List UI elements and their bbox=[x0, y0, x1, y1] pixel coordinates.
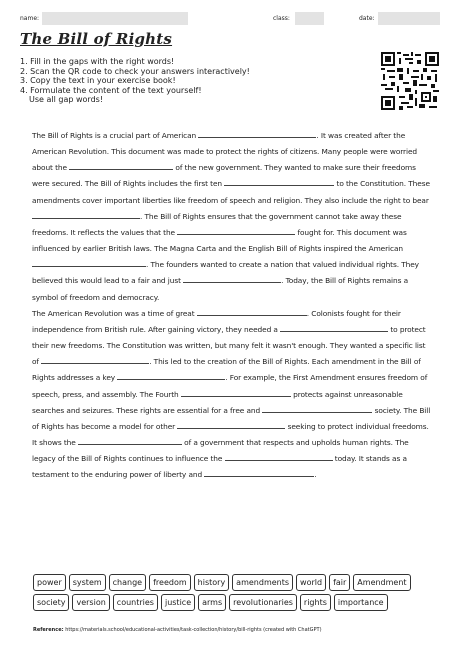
word-chip[interactable]: Amendment bbox=[353, 574, 410, 591]
reference-text[interactable]: https://materials.school/educational-activities/task-collection/history/bill-rights (created with ChatGPT) bbox=[65, 627, 322, 633]
name-label: name: bbox=[20, 15, 40, 22]
word-chip[interactable]: revolutionaries bbox=[229, 594, 297, 611]
text-segment: . For example, the First Amendment ensures freedom of speech, press, and assembly. The Fourth bbox=[32, 373, 428, 399]
text-segment: fought for. This document was influenced by earlier British laws. The Magna Carta and the English Bill of Rights inspired the American bbox=[32, 227, 407, 254]
word-chip[interactable]: system bbox=[69, 574, 106, 591]
word-chip[interactable]: version bbox=[72, 594, 109, 611]
gap-blank[interactable] bbox=[198, 129, 316, 138]
gap-blank[interactable] bbox=[32, 258, 146, 267]
gap-blank[interactable] bbox=[177, 226, 295, 235]
class-label: class: bbox=[273, 15, 290, 22]
word-chip[interactable]: justice bbox=[161, 594, 195, 611]
text-segment: . The Bill of Rights ensures that the government cannot take away these freedoms. It reflects the values that the bbox=[32, 211, 402, 237]
text-segment: The Bill of Rights is a crucial part of American bbox=[32, 131, 197, 140]
word-chip[interactable]: importance bbox=[334, 594, 388, 611]
text-segment: protects against unreasonable searches and seizures. These rights are essential for a free and bbox=[32, 389, 403, 415]
word-chip[interactable]: rights bbox=[300, 594, 331, 611]
word-chip[interactable]: power bbox=[33, 574, 66, 591]
word-chip[interactable]: society bbox=[33, 594, 69, 611]
gap-blank[interactable] bbox=[224, 177, 334, 186]
text-segment: . This led to the creation of the Bill of Rights. Each amendment in the Bill of Rights addresses a key bbox=[32, 357, 421, 383]
word-chip[interactable]: fair bbox=[329, 574, 350, 591]
gap-blank[interactable] bbox=[204, 468, 317, 480]
paragraph-1 bbox=[32, 128, 432, 306]
gap-blank[interactable] bbox=[262, 404, 372, 413]
text-segment: seeking to protect individual freedoms. It shows the bbox=[32, 421, 429, 447]
gap-blank[interactable] bbox=[177, 420, 285, 429]
text-segment: to the Constitution. These amendments cover important liberties like freedom of speech and religion. They also include the right to bear bbox=[32, 179, 430, 205]
word-chip[interactable]: history bbox=[194, 574, 230, 591]
text-segment: . Today, the Bill of Rights remains a symbol of freedom and democracy. bbox=[32, 276, 409, 302]
text-segment: . bbox=[314, 470, 317, 480]
word-chip[interactable]: arms bbox=[198, 594, 226, 611]
text-segment: . The founders wanted to create a nation that valued individual rights. They believed this would lead to a fair and just bbox=[32, 260, 419, 286]
instruction-item: 3. Copy the text in your exercise book! bbox=[20, 76, 176, 85]
reference-label: Reference: bbox=[33, 627, 64, 633]
text-segment: to protect their new freedoms. The Constitution was written, but many felt it wasn't enough. They wanted a specific list of bbox=[32, 324, 426, 367]
reference-line bbox=[33, 627, 322, 633]
word-bank bbox=[33, 574, 433, 611]
instruction-item: 1. Fill in the gaps with the right words! bbox=[20, 57, 175, 66]
name-input-box[interactable] bbox=[42, 12, 188, 25]
gap-blank[interactable] bbox=[280, 323, 388, 332]
gap-blank[interactable] bbox=[117, 371, 225, 380]
worksheet-header bbox=[0, 12, 460, 28]
gap-blank[interactable] bbox=[225, 452, 333, 461]
gap-text bbox=[32, 128, 432, 483]
date-label: date: bbox=[359, 15, 375, 22]
qr-code-icon[interactable] bbox=[381, 52, 439, 110]
gap-blank[interactable] bbox=[197, 307, 307, 316]
page-title: The Bill of Rights bbox=[20, 30, 173, 48]
text-segment: . It was created after the American Revolution. This document was made to protect the rights of citizens. Many people were worried about the bbox=[32, 131, 417, 173]
word-chip[interactable]: change bbox=[109, 574, 146, 591]
gap-blank[interactable] bbox=[32, 210, 140, 219]
word-chip[interactable]: countries bbox=[113, 594, 158, 611]
word-chip[interactable]: amendments bbox=[232, 574, 293, 591]
text-segment: today. It stands as a testament to the enduring power of liberty and bbox=[32, 454, 407, 480]
date-input-box[interactable] bbox=[378, 12, 440, 25]
class-input-box[interactable] bbox=[295, 12, 324, 25]
text-segment: of the new government. They wanted to make sure their freedoms were secured. The Bill of Rights includes the first ten bbox=[32, 163, 416, 189]
gap-blank[interactable] bbox=[41, 355, 149, 364]
word-chip[interactable]: freedom bbox=[149, 574, 191, 591]
text-segment: society. The Bill of Rights has become a model for other bbox=[32, 405, 431, 431]
word-chip[interactable]: world bbox=[296, 574, 326, 591]
instruction-item: 4. Formulate the content of the text yourself! bbox=[20, 85, 202, 95]
text-segment: . Colonists fought for their independence from British rule. After gaining victory, they needed a bbox=[32, 308, 401, 334]
gap-blank[interactable] bbox=[183, 274, 281, 283]
instruction-item: Use all gap words! bbox=[29, 95, 104, 104]
text-segment: The American Revolution was a time of great bbox=[32, 308, 195, 318]
gap-blank[interactable] bbox=[78, 436, 182, 445]
paragraph-2 bbox=[32, 306, 432, 484]
text-segment: of a government that respects and upholds human rights. The legacy of the Bill of Rights continues to influence the bbox=[32, 437, 409, 464]
instructions-list bbox=[20, 57, 350, 105]
instruction-item: 2. Scan the QR code to check your answers interactively! bbox=[20, 66, 250, 76]
gap-blank[interactable] bbox=[181, 388, 291, 397]
gap-blank[interactable] bbox=[69, 161, 173, 170]
